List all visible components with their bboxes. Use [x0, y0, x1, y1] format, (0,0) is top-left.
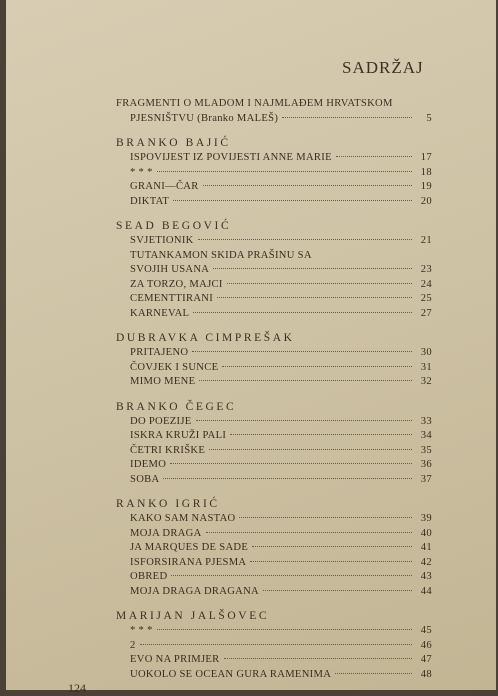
intro-section	[116, 97, 432, 126]
entry-page: 5	[426, 112, 432, 124]
toc-entry[interactable]	[116, 361, 432, 376]
entry-page: 34	[420, 430, 432, 441]
entry-title: ISPOVIJEST IZ POVIJESTI ANNE MARIE	[130, 152, 332, 163]
author-name: BRANKO BAJIĆ	[116, 137, 231, 149]
entry-page: 41	[420, 542, 432, 553]
entry-page: 43	[420, 571, 432, 582]
dot-leader	[209, 449, 412, 450]
dot-leader	[192, 351, 412, 352]
author-name: DUBRAVKA CIMPREŠAK	[116, 332, 295, 344]
dot-leader	[196, 420, 412, 421]
dot-leader	[263, 590, 412, 591]
author-section	[116, 496, 432, 599]
entry-title: CEMENTTIRANI	[130, 293, 214, 304]
author-name: MARIJAN JALŠOVEC	[116, 610, 270, 622]
dot-leader	[252, 546, 412, 547]
entry-page: 30	[420, 347, 432, 358]
entry-title: ISFORSIRANA PJESMA	[130, 556, 247, 568]
toc-entry[interactable]	[116, 151, 432, 166]
toc-entry[interactable]	[116, 444, 432, 459]
toc-entry[interactable]	[116, 624, 432, 639]
entry-page: 48	[420, 668, 432, 680]
toc-entry[interactable]	[116, 458, 432, 473]
entry-page: 24	[420, 278, 432, 290]
entry-page: 42	[420, 556, 432, 568]
toc-entry[interactable]	[116, 570, 432, 585]
entry-page: 20	[420, 195, 432, 207]
toc-entry[interactable]	[116, 307, 432, 322]
entry-title: KARNEVAL	[130, 307, 190, 319]
entry-title: OBRED	[130, 571, 168, 582]
entry-title: SVOJIH USANA	[130, 264, 210, 275]
toc-entry[interactable]	[116, 234, 432, 249]
book-page	[6, 0, 496, 695]
toc-entry[interactable]	[116, 585, 432, 600]
entry-title: * * *	[130, 166, 153, 178]
dot-leader	[193, 312, 412, 313]
toc-entry[interactable]	[116, 278, 432, 293]
entry-page: 47	[420, 654, 432, 665]
dot-leader	[173, 200, 412, 201]
intro-entry	[116, 112, 432, 127]
author-section	[116, 608, 432, 682]
entry-title: DO POEZIJE	[130, 415, 192, 427]
entry-page: 37	[420, 473, 432, 485]
dot-leader	[198, 239, 412, 240]
entry-page: 31	[420, 361, 432, 373]
dot-leader	[163, 478, 412, 479]
toc-entry[interactable]	[116, 653, 432, 668]
toc-entry[interactable]	[116, 429, 432, 444]
entry-page: 21	[420, 235, 432, 246]
dot-leader	[171, 575, 412, 576]
toc-entry[interactable]	[116, 541, 432, 556]
entry-title: SVJETIONIK	[130, 235, 194, 246]
entry-title: IDEMO	[130, 459, 167, 470]
toc-entry[interactable]	[116, 249, 432, 264]
author-name: BRANKO ČEGEC	[116, 400, 237, 413]
entry-title: DIKTAT	[130, 195, 170, 207]
entry-title: MOJA DRAGA DRAGANA	[130, 585, 260, 597]
author-sections	[116, 135, 432, 682]
dot-leader	[199, 380, 412, 381]
toc-entry[interactable]	[116, 512, 432, 527]
entry-title: PRITAJENO	[130, 347, 189, 358]
dot-leader	[213, 268, 412, 269]
dot-leader	[230, 434, 412, 435]
toc-entry[interactable]	[116, 166, 432, 181]
entry-page: 40	[420, 527, 432, 539]
entry-page: 33	[420, 415, 432, 427]
entry-title: TUTANKAMON SKIDA PRAŠINU SA	[130, 249, 312, 261]
entry-title: EVO NA PRIMJER	[130, 654, 220, 665]
dot-leader	[239, 517, 412, 518]
entry-title: ISKRA KRUŽI PALI	[130, 430, 227, 441]
entry-page: 18	[420, 166, 432, 178]
author-section	[116, 399, 432, 488]
dot-leader	[157, 629, 412, 630]
dot-leader	[336, 156, 412, 157]
dot-leader	[222, 366, 412, 367]
toc-entry[interactable]	[116, 527, 432, 542]
entry-title: ZA TORZO, MAJCI	[130, 278, 223, 290]
toc-entry[interactable]	[116, 556, 432, 571]
entry-page: 27	[420, 307, 432, 319]
dot-leader	[203, 185, 412, 186]
toc-entry[interactable]	[116, 639, 432, 654]
dot-leader	[282, 117, 412, 118]
author-section	[116, 135, 432, 209]
entry-page: 25	[420, 293, 432, 304]
author-section	[116, 218, 432, 321]
entry-title: MIMO MENE	[130, 376, 196, 387]
dot-leader	[170, 463, 412, 464]
toc-entry[interactable]	[116, 473, 432, 488]
table-of-contents	[116, 97, 432, 691]
toc-entry[interactable]	[116, 195, 432, 210]
dot-leader	[140, 644, 412, 645]
entry-page: 45	[420, 625, 432, 636]
entry-title: MOJA DRAGA	[130, 527, 202, 539]
entry-title: 2	[130, 639, 136, 651]
toc-entry[interactable]	[116, 415, 432, 430]
toc-entry[interactable]	[116, 668, 432, 683]
dot-leader	[224, 658, 412, 659]
toc-entry[interactable]	[116, 375, 432, 390]
author-name: RANKO IGRIĆ	[116, 498, 220, 510]
entry-page: 35	[420, 444, 432, 456]
entry-title: KAKO SAM NASTAO	[130, 513, 236, 524]
dot-leader	[335, 673, 412, 674]
entry-page: 36	[420, 459, 432, 470]
page-number: 124	[68, 681, 86, 695]
toc-entry[interactable]	[116, 263, 432, 278]
entry-title: PJESNIŠTVU (Branko MALEŠ)	[130, 112, 279, 124]
toc-entry[interactable]	[116, 346, 432, 361]
author-name: SEAD BEGOVIĆ	[116, 220, 232, 232]
toc-entry[interactable]	[116, 180, 432, 195]
dot-leader	[217, 297, 412, 298]
dot-leader	[227, 283, 412, 284]
entry-title: UOKOLO SE OCEAN GURA RAMENIMA	[130, 668, 332, 680]
entry-page: 17	[420, 152, 432, 163]
entry-page: 19	[420, 181, 432, 192]
entry-page: 23	[420, 264, 432, 275]
entry-page: 44	[420, 585, 432, 597]
author-section	[116, 330, 432, 390]
entry-title: ČETRI KRIŠKE	[130, 444, 206, 456]
entry-title: GRANI—ČAR	[130, 181, 199, 192]
entry-title: JA MARQUES DE SADE	[130, 542, 249, 553]
entry-title: * * *	[130, 625, 153, 636]
page-title: SADRŽAJ	[342, 58, 424, 77]
dot-leader	[250, 561, 412, 562]
entry-page: 39	[420, 513, 432, 524]
entry-title: ČOVJEK I SUNCE	[130, 361, 219, 373]
toc-entry[interactable]	[116, 292, 432, 307]
entry-page: 32	[420, 376, 432, 387]
dot-leader	[157, 171, 412, 172]
intro-line-1: FRAGMENTI O MLADOM I NAJMLAĐEM HRVATSKOM	[116, 98, 393, 109]
entry-title: SOBA	[130, 473, 160, 485]
entry-page: 46	[420, 639, 432, 651]
dot-leader	[206, 532, 412, 533]
